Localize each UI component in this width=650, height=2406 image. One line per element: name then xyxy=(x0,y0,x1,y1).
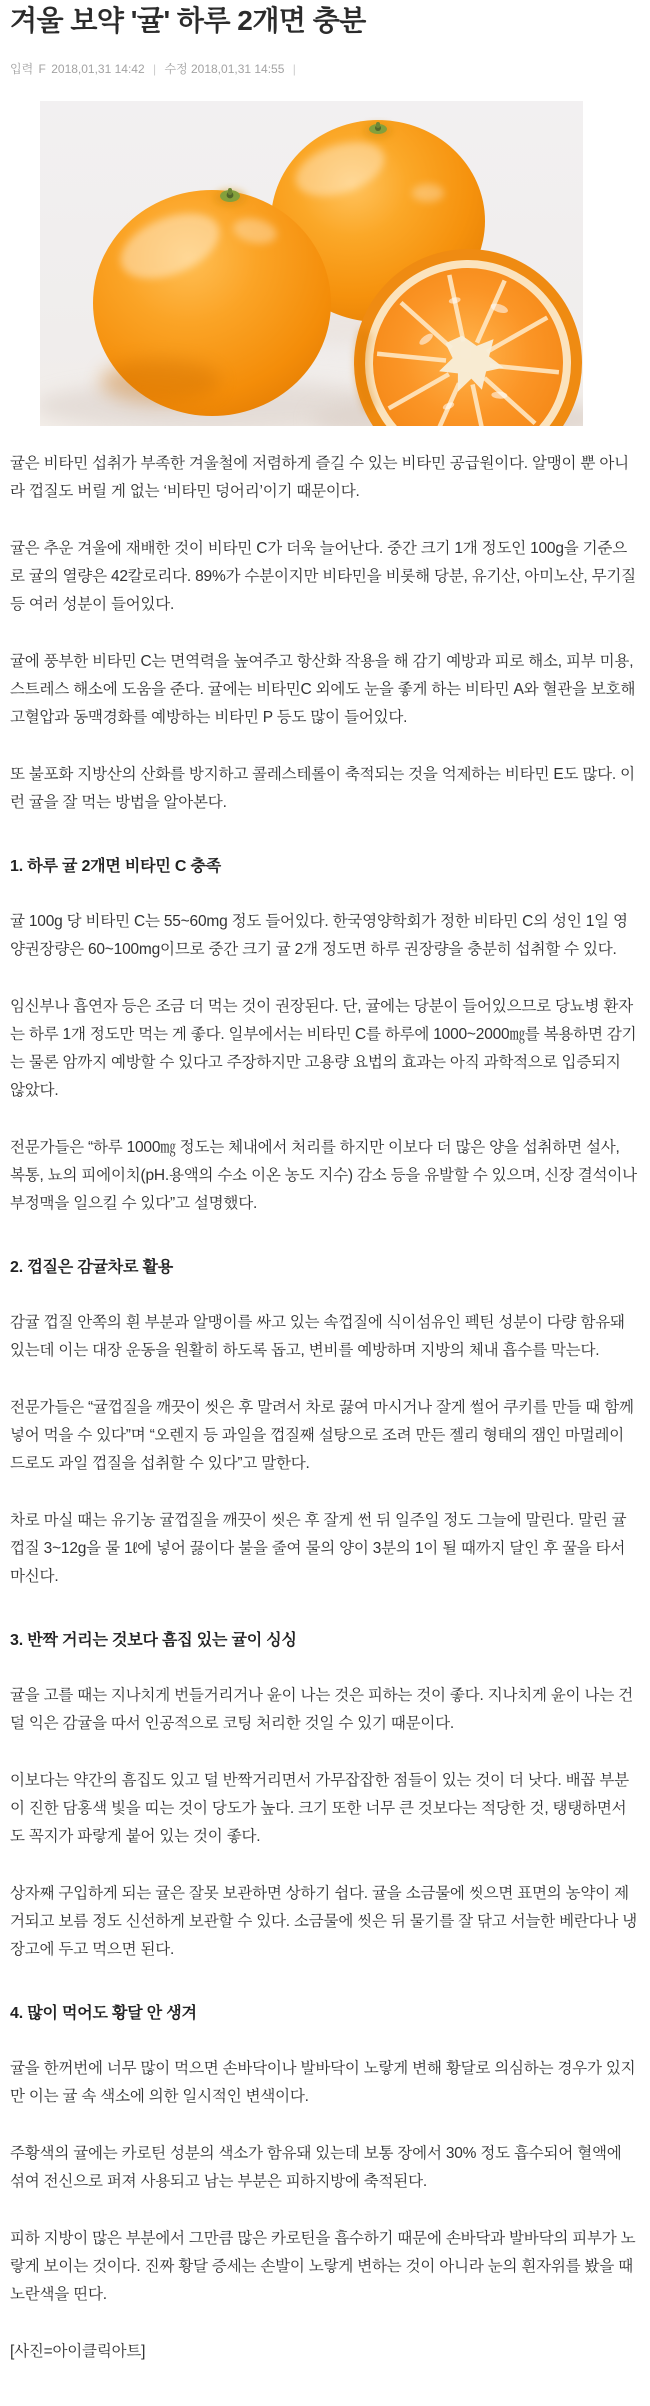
tangerines-image xyxy=(40,101,583,426)
article-paragraph: 전문가들은 “하루 1000㎎ 정도는 체내에서 처리를 하지만 이보다 더 많은 양을 섭취하면 설사, 복통, 뇨의 피에이치(pH.용액의 수소 이온 농도 지수) 감소 등을 유발할 수 있으며, 신장 결석이나 부정맥을 일으킬 수 있다”고 설명했다. xyxy=(10,1139,637,1212)
meta-input-label: 입력 xyxy=(10,62,34,76)
article-body xyxy=(10,450,638,2366)
article-paragraph: 귤을 한꺼번에 너무 많이 먹으면 손바닥이나 발바닥이 노랗게 변해 황달로 의심하는 경우가 있지만 이는 귤 속 색소에 의한 일시적인 변색이다. xyxy=(10,2060,636,2105)
section-heading-3: 3. 반짝 거리는 것보다 흠집 있는 귤이 싱싱 xyxy=(10,1632,297,1649)
article-paragraph: 이보다는 약간의 흠집도 있고 덜 반짝거리면서 가무잡잡한 점들이 있는 것이 더 낫다. 배꼽 부분이 진한 담홍색 빛을 띠는 것이 당도가 높다. 크기 또한 너무 큰 것보다는 적당한 것, 탱탱하면서도 꼭지가 파랗게 붙어 있는 것이 좋다. xyxy=(10,1772,629,1845)
article-paragraph: 감귤 껍질 안쪽의 흰 부분과 알맹이를 싸고 있는 속껍질에 식이섬유인 펙틴 성분이 다량 함유돼 있는데 이는 대장 운동을 원활히 하도록 돕고, 변비를 예방하며 지방의 체내 흡수를 막는다. xyxy=(10,1314,625,1359)
meta-modified-datetime: 2018,01,31 14:55 xyxy=(190,62,285,76)
article-paragraph: 귤에 풍부한 비타민 C는 면역력을 높여주고 항산화 작용을 해 감기 예방과 피로 해소, 피부 미용, 스트레스 해소에 도움을 준다. 귤에는 비타민C 외에도 눈을 좋게 하는 비타민 A와 혈관을 보호해 고혈압과 동맥경화를 예방하는 비타민 P 등도 많이 들어있다. xyxy=(10,653,636,726)
section-heading-1: 1. 하루 귤 2개면 비타민 C 충족 xyxy=(10,858,222,875)
article-paragraph: 임신부나 흡연자 등은 조금 더 먹는 것이 권장된다. 단, 귤에는 당분이 들어있으므로 당뇨병 환자는 하루 1개 정도만 먹는 게 좋다. 일부에서는 비타민 C를 하루에 1000~2000㎎를 복용하면 감기는 물론 암까지 예방할 수 있다고 주장하지만 고용량 요법의 효과는 아직 과학적으로 입증되지 않았다. xyxy=(10,998,637,1099)
meta-separator-icon: | xyxy=(292,62,296,76)
article-paragraph: 상자째 구입하게 되는 귤은 잘못 보관하면 상하기 쉽다. 귤을 소금물에 씻으면 표면의 농약이 제거되고 보름 정도 신선하게 보관할 수 있다. 소금물에 씻은 뒤 물기를 잘 닦고 서늘한 베란다나 냉장고에 두고 먹으면 된다. xyxy=(10,1885,638,1958)
meta-modified-label: 수정 xyxy=(164,62,188,76)
section-heading-4: 4. 많이 먹어도 황달 안 생겨 xyxy=(10,2005,197,2022)
article-paragraph: 피하 지방이 많은 부분에서 그만큼 많은 카로틴을 흡수하기 때문에 손바닥과 발바닥의 피부가 노랗게 보이는 것이다. 진짜 황달 증세는 손발이 노랗게 변하는 것이 아니라 눈의 흰자위를 봤을 때 노란색을 띤다. xyxy=(10,2230,636,2303)
meta-separator-icon: | xyxy=(152,62,157,76)
article-paragraph: 귤은 비타민 섭취가 부족한 겨울철에 저렴하게 즐길 수 있는 비타민 공급원이다. 알맹이 뿐 아니라 껍질도 버릴 게 없는 ‘비타민 덩어리’이기 때문이다. xyxy=(10,455,629,500)
tangerines-photo xyxy=(40,101,583,426)
section-heading-2: 2. 껍질은 감귤차로 활용 xyxy=(10,1259,173,1276)
meta-input-datetime: 2018,01,31 14:42 xyxy=(51,62,145,76)
article-paragraph: 전문가들은 “귤껍질을 깨끗이 씻은 후 말려서 차로 끓여 마시거나 잘게 썰어 쿠키를 만들 때 함께 넣어 먹을 수 있다”며 “오렌지 등 과일을 껍질째 설탕으로 조려 만든 젤리 형태의 잼인 마멀레이드로도 과일 껍질을 섭취할 수 있다”고 말한다. xyxy=(10,1399,634,1472)
article-paragraph: 차로 마실 때는 유기농 귤껍질을 깨끗이 씻은 후 잘게 썬 뒤 일주일 정도 그늘에 말린다. 말린 귤껍질 3~12g을 물 1ℓ에 넣어 끓이다 불을 줄여 물의 양이 3분의 1이 될 때까지 달인 후 꿀을 타서 마신다. xyxy=(10,1512,627,1585)
article-paragraph: 또 불포화 지방산의 산화를 방지하고 콜레스테롤이 축적되는 것을 억제하는 비타민 E도 많다. 이런 귤을 잘 먹는 방법을 알아본다. xyxy=(10,766,635,811)
article-paragraph: 귤은 추운 겨울에 재배한 것이 비타민 C가 더욱 늘어난다. 중간 크기 1개 정도인 100g을 기준으로 귤의 열량은 42칼로리다. 89%가 수분이지만 비타민을 비롯해 당분, 유기산, 아미노산, 무기질 등 여러 성분이 들어있다. xyxy=(10,540,636,613)
article-paragraph: 귤을 고를 때는 지나치게 번들거리거나 윤이 나는 것은 피하는 것이 좋다. 지나치게 윤이 나는 건 덜 익은 감귤을 따서 인공적으로 코팅 처리한 것일 수 있기 때문이다. xyxy=(10,1687,633,1732)
article-paragraph: 귤 100g 당 비타민 C는 55~60mg 정도 들어있다. 한국영양학회가 정한 비타민 C의 성인 1일 영양권장량은 60~100mg이므로 중간 크기 귤 2개 정도면 하루 권장량을 충분히 섭취할 수 있다. xyxy=(10,913,628,958)
article-meta xyxy=(10,60,638,77)
meta-input-flag: F xyxy=(38,62,46,76)
photo-credit: [사진=아이클릭아트] xyxy=(10,2343,146,2360)
article-paragraph: 주황색의 귤에는 카로틴 성분의 색소가 함유돼 있는데 보통 장에서 30% 정도 흡수되어 혈액에 섞여 전신으로 퍼져 사용되고 남는 부분은 피하지방에 축적된다. xyxy=(10,2145,622,2190)
page-title: 겨울 보약 '귤' 하루 2개면 충분 xyxy=(10,5,366,36)
